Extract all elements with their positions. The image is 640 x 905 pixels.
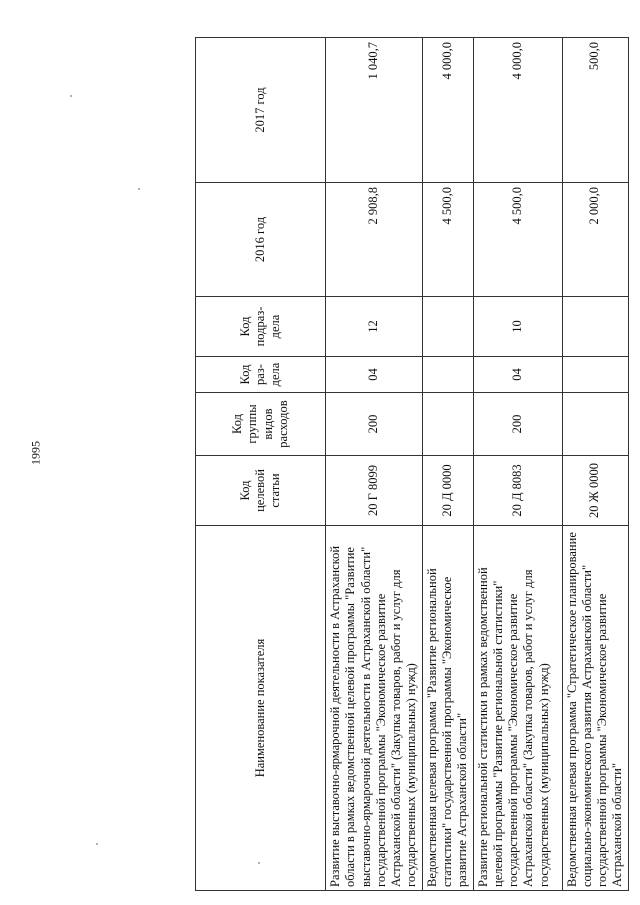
- row-expense-group-code: [422, 393, 473, 456]
- table-row: [422, 38, 473, 891]
- row-expense-group-code: 200: [326, 393, 423, 456]
- row-target-code: 20 Г 8099: [326, 456, 423, 526]
- row-amount-2017: 4 000,0: [422, 38, 473, 183]
- row-indicator-name: Развитие выставочно-ярмарочной деятельности в Астраханской области в рамках ведомственной целевой программы "Развитие выставочно-ярмарочной деятельности в Астраханской области" государственной программы "Экономическое развитие Астраханской области" (Закупка товаров, работ и услуг для государственных (муниципальных) нужд): [326, 526, 423, 891]
- row-subsection-code: 12: [326, 297, 423, 357]
- header-row: [196, 38, 326, 891]
- row-amount-2017: 1 040,7: [326, 38, 423, 183]
- header-expense-group-code: Код группы видов расходов: [196, 393, 326, 456]
- row-target-code: 20 Д 0000: [422, 456, 473, 526]
- table-row: [562, 38, 628, 891]
- row-amount-2016: 4 500,0: [473, 183, 562, 297]
- row-amount-2017: 500,0: [562, 38, 628, 183]
- row-target-code: 20 Ж 0000: [562, 456, 628, 526]
- table-row: [326, 38, 423, 891]
- row-subsection-code: [562, 297, 628, 357]
- row-expense-group-code: 200: [473, 393, 562, 456]
- row-section-code: [562, 357, 628, 393]
- row-indicator-name: Ведомственная целевая программа "Стратегическое планирование социально-экономического развития Астраханской области" государственной программы "Экономическое развитие Астраханской области": [562, 526, 628, 891]
- row-amount-2017: 4 000,0: [473, 38, 562, 183]
- table-row: [473, 38, 562, 891]
- scan-speck: [138, 188, 140, 190]
- budget-table: [195, 37, 629, 891]
- row-expense-group-code: [562, 393, 628, 456]
- row-subsection-code: [422, 297, 473, 357]
- row-amount-2016: 4 500,0: [422, 183, 473, 297]
- scan-speck: [96, 843, 98, 845]
- header-target-code: Код целевой статьи: [196, 456, 326, 526]
- row-section-code: 04: [326, 357, 423, 393]
- scan-speck: [258, 862, 260, 864]
- header-subsection-code: Код подраз-дела: [196, 297, 326, 357]
- budget-table-container: [195, 38, 625, 891]
- row-amount-2016: 2 908,8: [326, 183, 423, 297]
- header-year-2017: 2017 год: [196, 38, 326, 183]
- row-target-code: 20 Д 8083: [473, 456, 562, 526]
- header-indicator-name: Наименование показателя: [196, 526, 326, 891]
- row-section-code: 04: [473, 357, 562, 393]
- scan-speck: [70, 95, 72, 97]
- row-section-code: [422, 357, 473, 393]
- row-amount-2016: 2 000,0: [562, 183, 628, 297]
- row-indicator-name: Ведомственная целевая программа "Развитие региональной статистики" государственной программы "Экономическое развитие Астраханской области": [422, 526, 473, 891]
- header-section-code: Код раз-дела: [196, 357, 326, 393]
- row-subsection-code: 10: [473, 297, 562, 357]
- row-indicator-name: Развитие региональной статистики в рамках ведомственной целевой программы "Развитие региональной статистики" государственной программы "Экономическое развитие Астраханской области" (Закупка товаров, работ и услуг для государственных (муниципальных) нужд): [473, 526, 562, 891]
- page-number: 1995: [28, 441, 43, 465]
- header-year-2016: 2016 год: [196, 183, 326, 297]
